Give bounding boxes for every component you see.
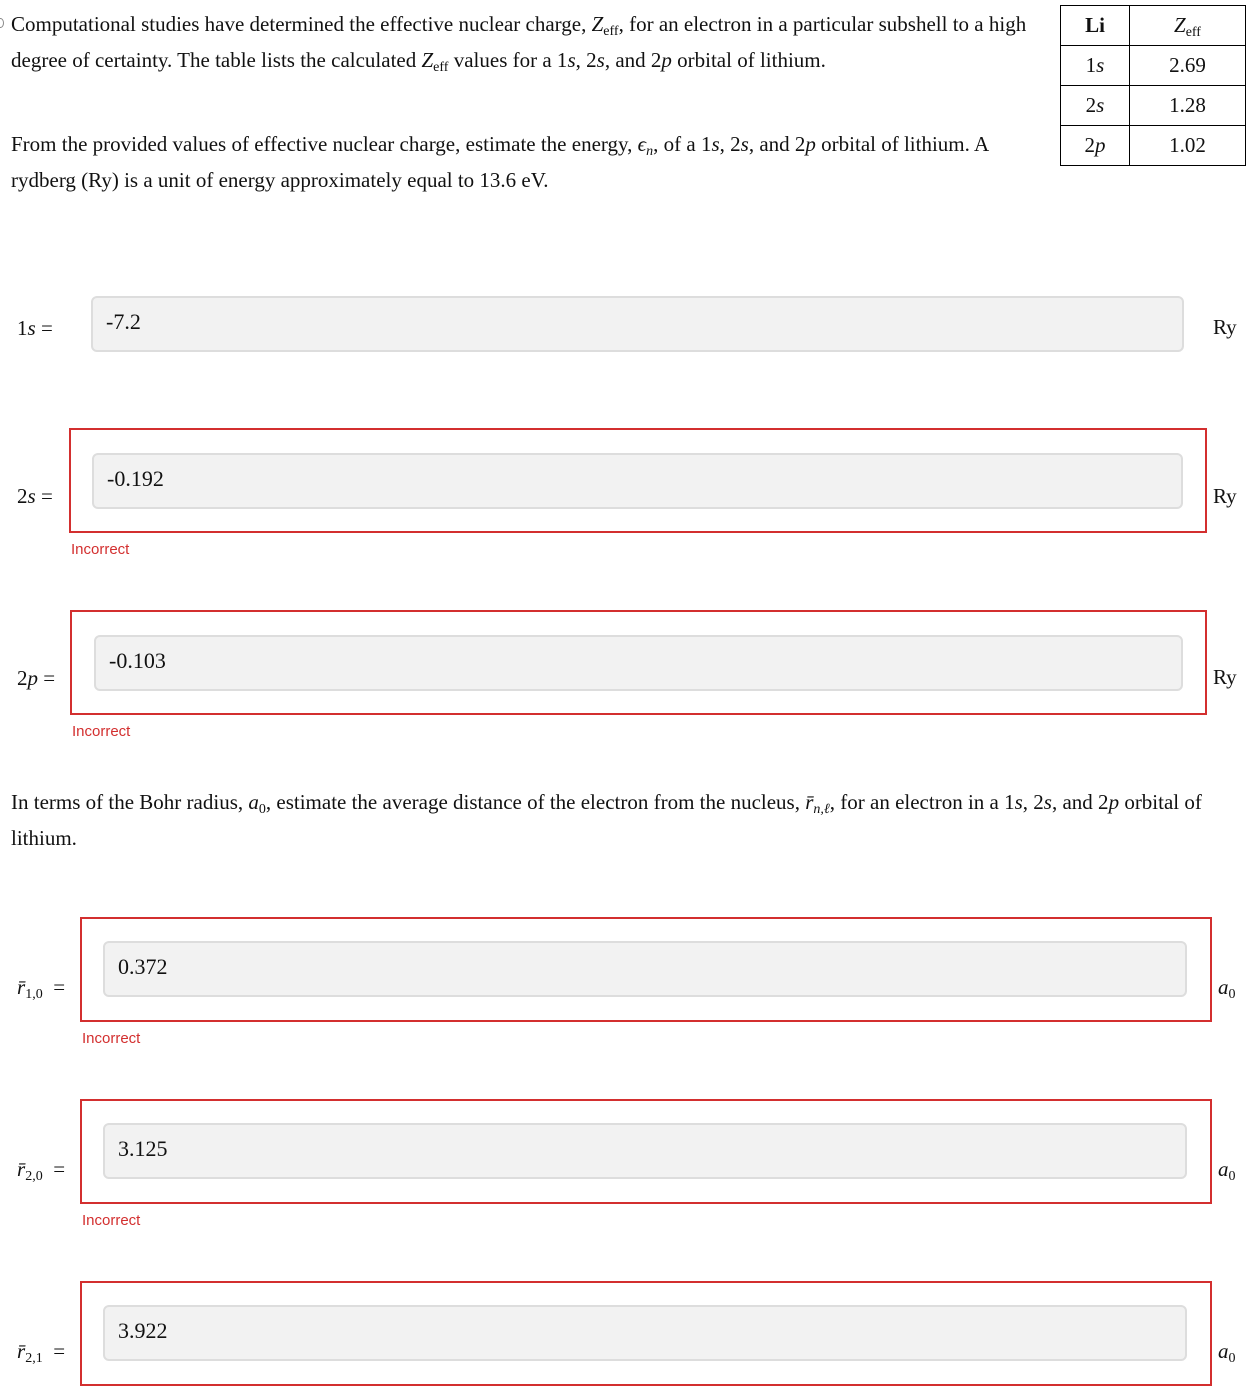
radius-paragraph: In terms of the Bohr radius, $a_0$, estimate the average distance of the electron from the nucleus, $r̄_{n,\ell}$, for an electron in a 1s, 2s, and 2p orbital of lithium. [11,790,1202,850]
radius-2-0-label: $r̄_{2,0}$ = [17,1157,66,1184]
unit-ry: Ry [1213,665,1237,689]
zeff-table [1060,5,1246,166]
unit-bohr-radius: $a_0$ [1218,975,1236,1002]
energy-2s-label: 2s = [17,484,53,508]
feedback-incorrect: Incorrect [82,1030,141,1047]
radius-1-0-input[interactable]: 0.372 [103,941,1187,997]
energy-2p-input[interactable]: -0.103 [94,635,1183,691]
bullet-marker [0,18,4,28]
table-row: 2p 1.02 [1061,126,1246,166]
radius-2-0-input[interactable]: 3.125 [103,1123,1187,1179]
energy-1s-label: 1s = [17,316,53,340]
radius-2-1-label: $r̄_{2,1}$ = [17,1339,66,1366]
energy-2p-label: 2p = [17,666,56,690]
feedback-incorrect: Incorrect [72,723,131,740]
unit-bohr-radius: $a_0$ [1218,1157,1236,1184]
unit-ry: Ry [1213,315,1237,339]
energy-2s-input[interactable]: -0.192 [92,453,1183,509]
table-row: 1s 2.69 [1061,46,1246,86]
unit-bohr-radius: $a_0$ [1218,1339,1236,1366]
feedback-incorrect: Incorrect [82,1212,141,1229]
table-header-zeff: $Z_{eff}$ [1130,6,1246,46]
energy-1s-input[interactable]: -7.2 [91,296,1184,352]
intro-paragraph-2: From the provided values of effective nuclear charge, estimate the energy, $\epsilon_n$, of a 1s, 2s, and 2p orbital of lithium. A rydberg (Ry) is a unit of energy approximately equal to 13.6 eV. [11,132,988,192]
radius-2-1-input[interactable]: 3.922 [103,1305,1187,1361]
feedback-incorrect: Incorrect [71,541,130,558]
intro-paragraph-1: Computational studies have determined the effective nuclear charge, $Z_{eff}$, for an electron in a particular subshell to a high degree of certainty. The table lists the calculated $Z_{eff}$ values for a 1s, 2s, and 2p orbital of lithium. [11,12,1027,75]
table-header-li: Li [1061,6,1130,46]
unit-ry: Ry [1213,484,1237,508]
table-row: 2s 1.28 [1061,86,1246,126]
radius-1-0-label: $r̄_{1,0}$ = [17,975,66,1002]
